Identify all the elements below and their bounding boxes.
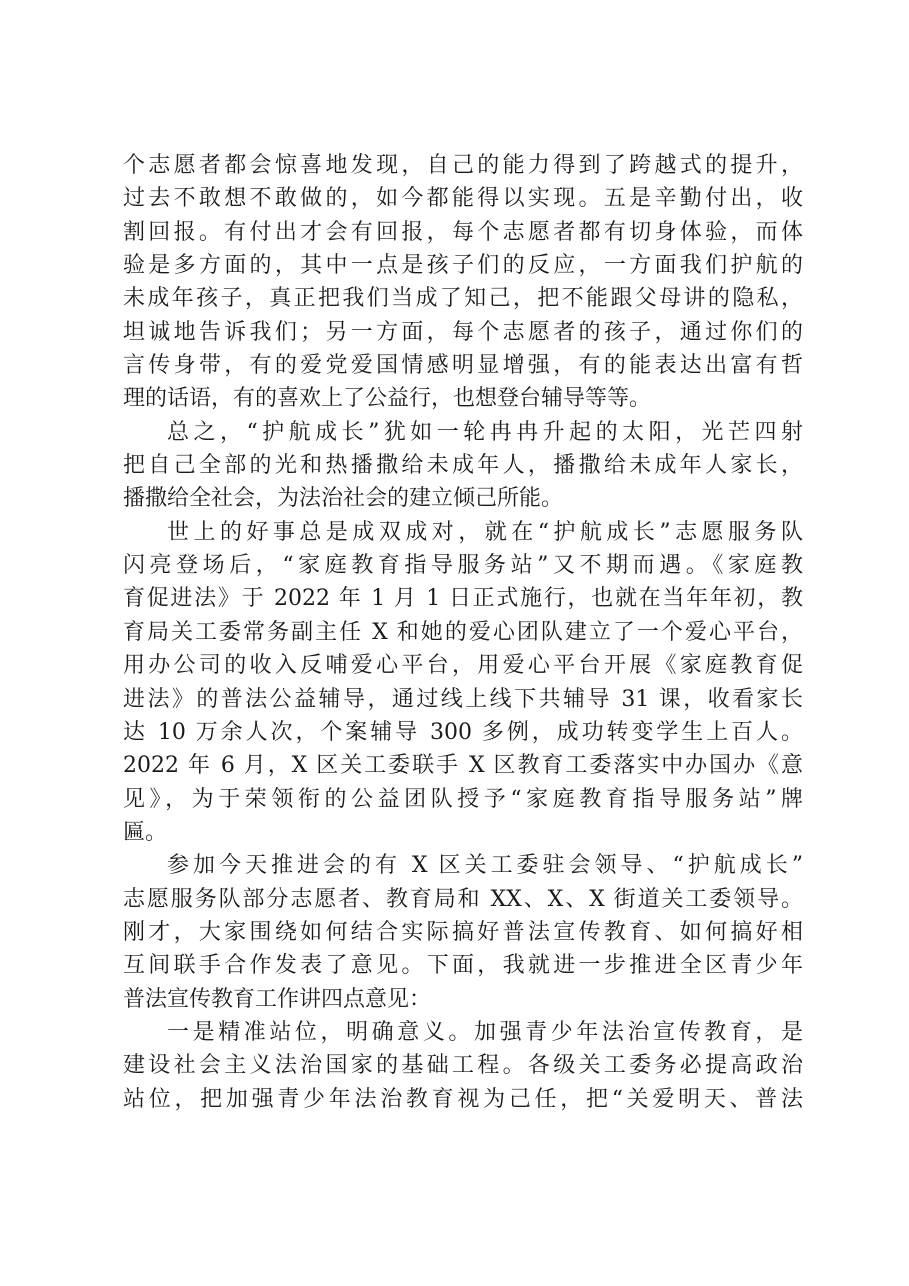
text-line: 育促进法》于 2022 年 1 月 1 日正式施行，也就在当年年初，教 [123, 586, 803, 612]
text-line: 互间联手合作发表了意见。下面，我就进一步推进全区青少年 [123, 953, 803, 979]
text-line: 闪亮登场后，“家庭教育指导服务站”又不期而遇。《家庭教 [123, 553, 803, 579]
text-line: 坦诚地告诉我们；另一方面，每个志愿者的孩子，通过你们的 [123, 319, 803, 345]
text-line: 言传身带，有的爱党爱国情感明显增强，有的能表达出富有哲 [123, 353, 803, 379]
text-line: 个志愿者都会惊喜地发现，自己的能力得到了跨越式的提升， [123, 153, 803, 178]
text-line: 验是多方面的，其中一点是孩子们的反应，一方面我们护航的 [123, 253, 803, 279]
text-line: 理的话语，有的喜欢上了公益行，也想登台辅导等等。 [123, 386, 652, 412]
text-line: 见》，为于荣领衔的公益团队授予“家庭教育指导服务站”牌 [123, 786, 803, 812]
text-line: 刚才，大家围绕如何结合实际搞好普法宣传教育、如何搞好相 [123, 919, 803, 945]
text-line: 播撒给全社会，为法治社会的建立倾己所能。 [123, 486, 564, 512]
text-line: 过去不敢想不敢做的，如今都能得以实现。五是辛勤付出，收 [123, 186, 803, 212]
text-line: 站位，把加强青少年法治教育视为己任，把“关爱明天、普法 [123, 1086, 803, 1112]
text-line: 割回报。有付出才会有回报，每个志愿者都有切身体验，而体 [123, 219, 803, 245]
text-line: 把自己全部的光和热播撒给未成年人，播撒给未成年人家长， [123, 453, 803, 479]
document-page [123, 149, 803, 1116]
text-line: 2022 年 6 月，X 区关工委联手 X 区教育工委落实中办国办《意 [123, 753, 803, 779]
text-line: 世上的好事总是成双成对，就在“护航成长”志愿服务队 [167, 519, 803, 545]
text-line: 建设社会主义法治国家的基础工程。各级关工委务必提高政治 [123, 1053, 803, 1079]
text-line: 育局关工委常务副主任 X 和她的爱心团队建立了一个爱心平台， [123, 619, 803, 645]
text-line: 志愿服务队部分志愿者、教育局和 XX、X、X 街道关工委领导。 [123, 886, 803, 912]
text-line: 匾。 [123, 819, 168, 845]
text-line: 进法》的普法公益辅导，通过线上线下共辅导 31 课，收看家长 [123, 686, 803, 712]
text-line: 用办公司的收入反哺爱心平台，用爱心平台开展《家庭教育促 [123, 653, 803, 679]
text-line: 未成年孩子，真正把我们当成了知己，把不能跟父母讲的隐私， [123, 286, 803, 312]
text-line: 普法宣传教育工作讲四点意见： [123, 986, 432, 1012]
text-line: 参加今天推进会的有 X 区关工委驻会领导、“护航成长” [167, 853, 803, 879]
text-line: 达 10 万余人次，个案辅导 300 多例，成功转变学生上百人。 [123, 719, 803, 745]
text-line: 一是精准站位，明确意义。加强青少年法治宣传教育，是 [167, 1019, 803, 1045]
text-line: 总之，“护航成长”犹如一轮冉冉升起的太阳，光芒四射 [167, 419, 803, 445]
